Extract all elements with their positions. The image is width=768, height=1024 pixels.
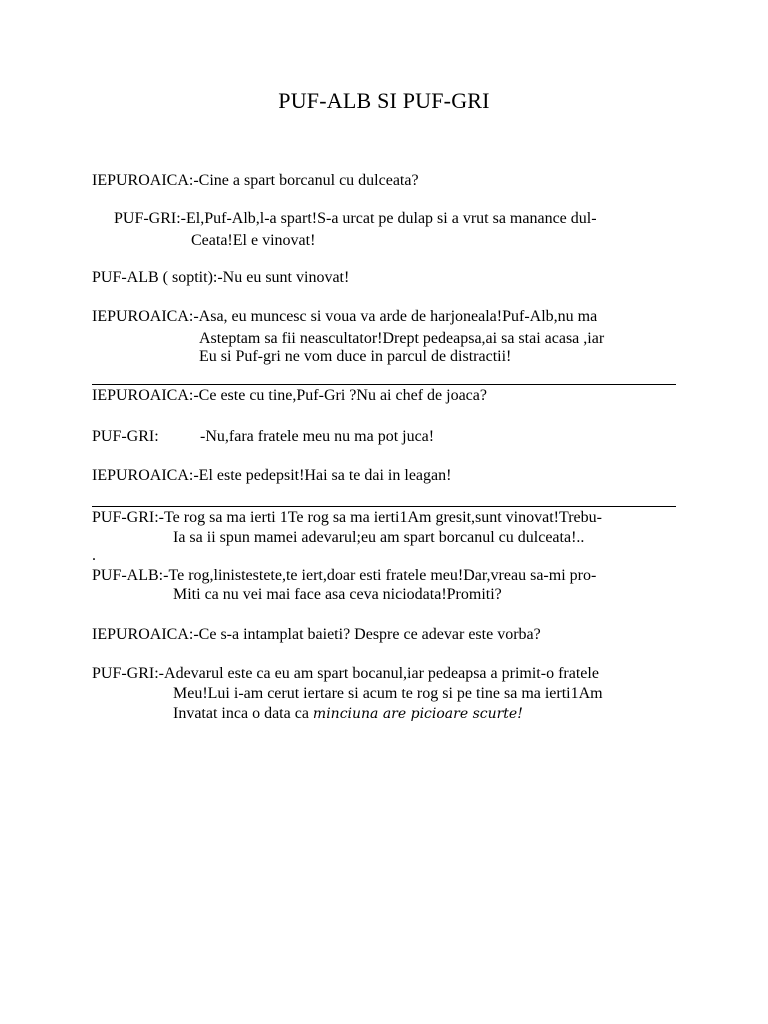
dialogue-line: Eu si Puf-gri ne vom duce in parcul de distractii! <box>199 348 512 365</box>
dialogue-line: -Nu,fara fratele meu nu ma pot juca! <box>200 428 435 445</box>
proverb-italic: minciuna are picioare scurte! <box>312 706 523 722</box>
dialogue-line: Ceata!El e vinovat! <box>191 232 316 249</box>
section-divider <box>92 384 676 385</box>
dialogue-line: PUF-GRI:-El,Puf-Alb,l-a spart!S-a urcat pe dulap si a vrut sa manance dul- <box>114 210 597 227</box>
dialogue-line: Miti ca nu vei mai face asa ceva niciodata!Promiti? <box>173 586 502 603</box>
section-divider <box>92 506 676 507</box>
dialogue-text: Invatat inca o data ca <box>173 705 313 722</box>
dialogue-line: Meu!Lui i-am cerut iertare si acum te rog si pe tine sa ma ierti1Am <box>173 685 603 702</box>
dialogue-speaker: PUF-GRI: <box>92 428 159 445</box>
dialogue-line: PUF-ALB:-Te rog,linistestete,te iert,doar esti fratele meu!Dar,vreau sa-mi pro- <box>92 567 597 584</box>
dialogue-line: IEPUROAICA:-Ce s-a intamplat baieti? Despre ce adevar este vorba? <box>92 626 541 643</box>
dialogue-line <box>173 704 523 724</box>
dialogue-line: IEPUROAICA:-Cine a spart borcanul cu dulceata? <box>92 172 419 189</box>
dialogue-line: IEPUROAICA:-Asa, eu muncesc si voua va arde de harjoneala!Puf-Alb,nu ma <box>92 308 598 325</box>
dialogue-line: PUF-GRI:-Te rog sa ma ierti 1Te rog sa ma ierti1Am gresit,sunt vinovat!Trebu- <box>92 509 602 526</box>
dialogue-line: PUF-GRI:-Adevarul este ca eu am spart bocanul,iar pedeapsa a primit-o fratele <box>92 665 599 682</box>
dialogue-line: IEPUROAICA:-El este pedepsit!Hai sa te dai in leagan! <box>92 467 452 484</box>
dialogue-line: Ia sa ii spun mamei adevarul;eu am spart borcanul cu dulceata!.. <box>173 529 585 546</box>
dialogue-line: IEPUROAICA:-Ce este cu tine,Puf-Gri ?Nu ai chef de joaca? <box>92 387 487 404</box>
document-title: PUF-ALB SI PUF-GRI <box>278 88 490 113</box>
stray-dot: . <box>92 547 96 564</box>
dialogue-line: Asteptam sa fii neascultator!Drept pedeapsa,ai sa stai acasa ,iar <box>199 330 605 347</box>
dialogue-line: PUF-ALB ( soptit):-Nu eu sunt vinovat! <box>92 269 350 286</box>
